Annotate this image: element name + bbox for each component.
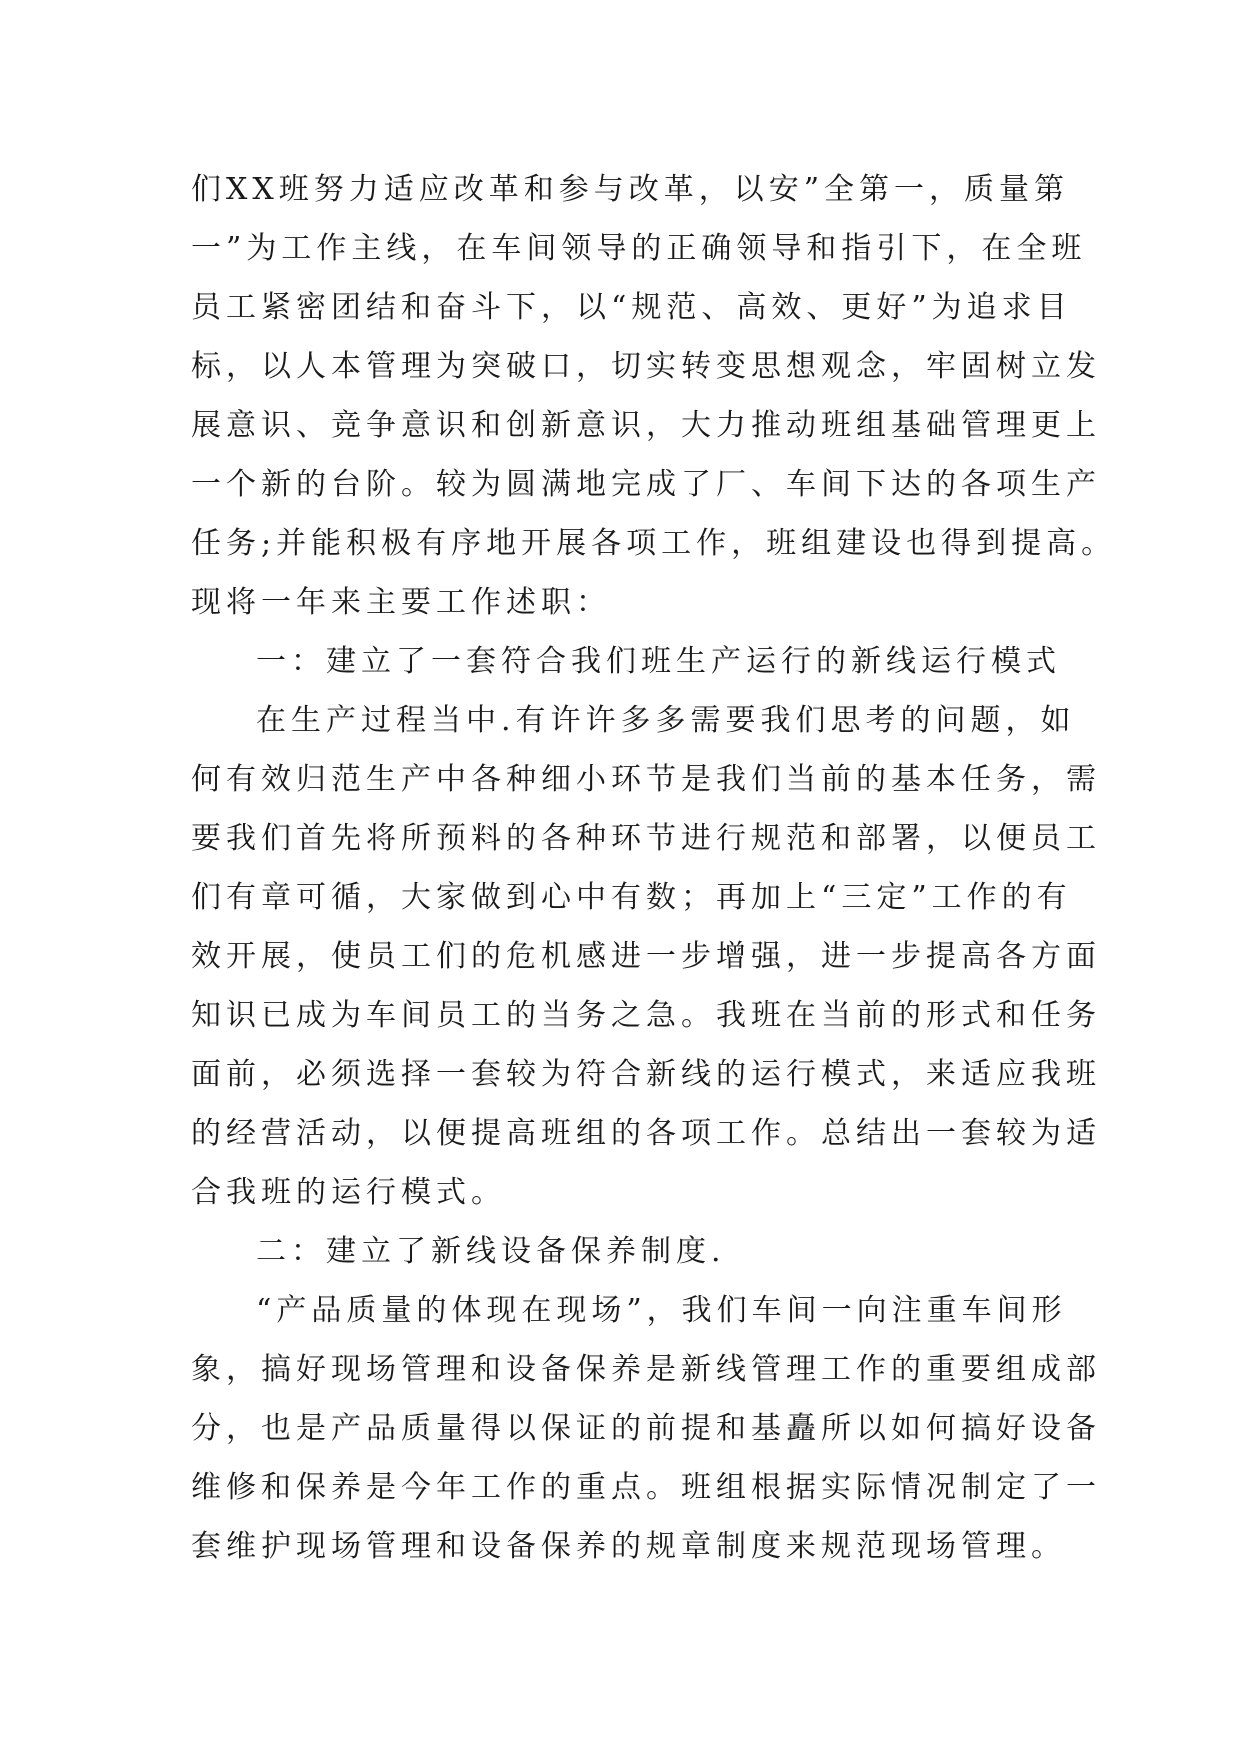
text-line: 展意识、竞争意识和创新意识，大力推动班组基础管理更上 bbox=[191, 408, 1101, 443]
text-line: 要我们首先将所预料的各种环节进行规范和部署，以便员工 bbox=[191, 821, 1101, 856]
text-line: 们有章可循，大家做到心中有数；再加上“三定”工作的有 bbox=[191, 880, 1072, 915]
text-line: “产品质量的体现在现场”，我们车间一向注重车间形 bbox=[256, 1293, 1067, 1328]
text-line: 标，以人本管理为突破口，切实转变思想观念，牢固树立发 bbox=[191, 349, 1101, 384]
section-heading: 二：建立了新线设备保养制度. bbox=[256, 1234, 726, 1269]
text-line: 现将一年来主要工作述职： bbox=[191, 585, 611, 620]
text-line: 在生产过程当中.有许许多多需要我们思考的问题，如 bbox=[256, 703, 1076, 738]
text-line: 任务;并能积极有序地开展各项工作，班组建设也得到提高。 bbox=[191, 526, 1117, 561]
text-line: 分，也是产品质量得以保证的前提和基矗所以如何搞好设备 bbox=[191, 1411, 1101, 1446]
text-line: 一个新的台阶。较为圆满地完成了厂、车间下达的各项生产 bbox=[191, 467, 1101, 502]
text-line: 一”为工作主线，在车间领导的正确领导和指引下，在全班 bbox=[191, 231, 1087, 266]
text-line: 套维护现场管理和设备保养的规章制度来规范现场管理。 bbox=[191, 1529, 1066, 1564]
text-line: 员工紧密团结和奋斗下，以“规范、高效、更好”为追求目 bbox=[191, 290, 1072, 325]
text-line: 面前，必须选择一套较为符合新线的运行模式，来适应我班 bbox=[191, 1057, 1101, 1092]
text-line: 象，搞好现场管理和设备保养是新线管理工作的重要组成部 bbox=[191, 1352, 1101, 1387]
text-line: 何有效归范生产中各种细小环节是我们当前的基本任务，需 bbox=[191, 762, 1101, 797]
text-line: 知识已成为车间员工的当务之急。我班在当前的形式和任务 bbox=[191, 998, 1101, 1033]
text-line: 维修和保养是今年工作的重点。班组根据实际情况制定了一 bbox=[191, 1470, 1101, 1505]
section-heading: 一：建立了一套符合我们班生产运行的新线运行模式 bbox=[256, 644, 1061, 679]
text-line: 的经营活动，以便提高班组的各项工作。总结出一套较为适 bbox=[191, 1116, 1101, 1151]
text-line: 合我班的运行模式。 bbox=[191, 1175, 506, 1210]
document-body bbox=[191, 160, 1117, 1576]
text-line: 效开展，使员工们的危机感进一步增强，进一步提高各方面 bbox=[191, 939, 1101, 974]
text-line: 们XX班努力适应改革和参与改革，以安”全第一，质量第 bbox=[191, 172, 1070, 207]
